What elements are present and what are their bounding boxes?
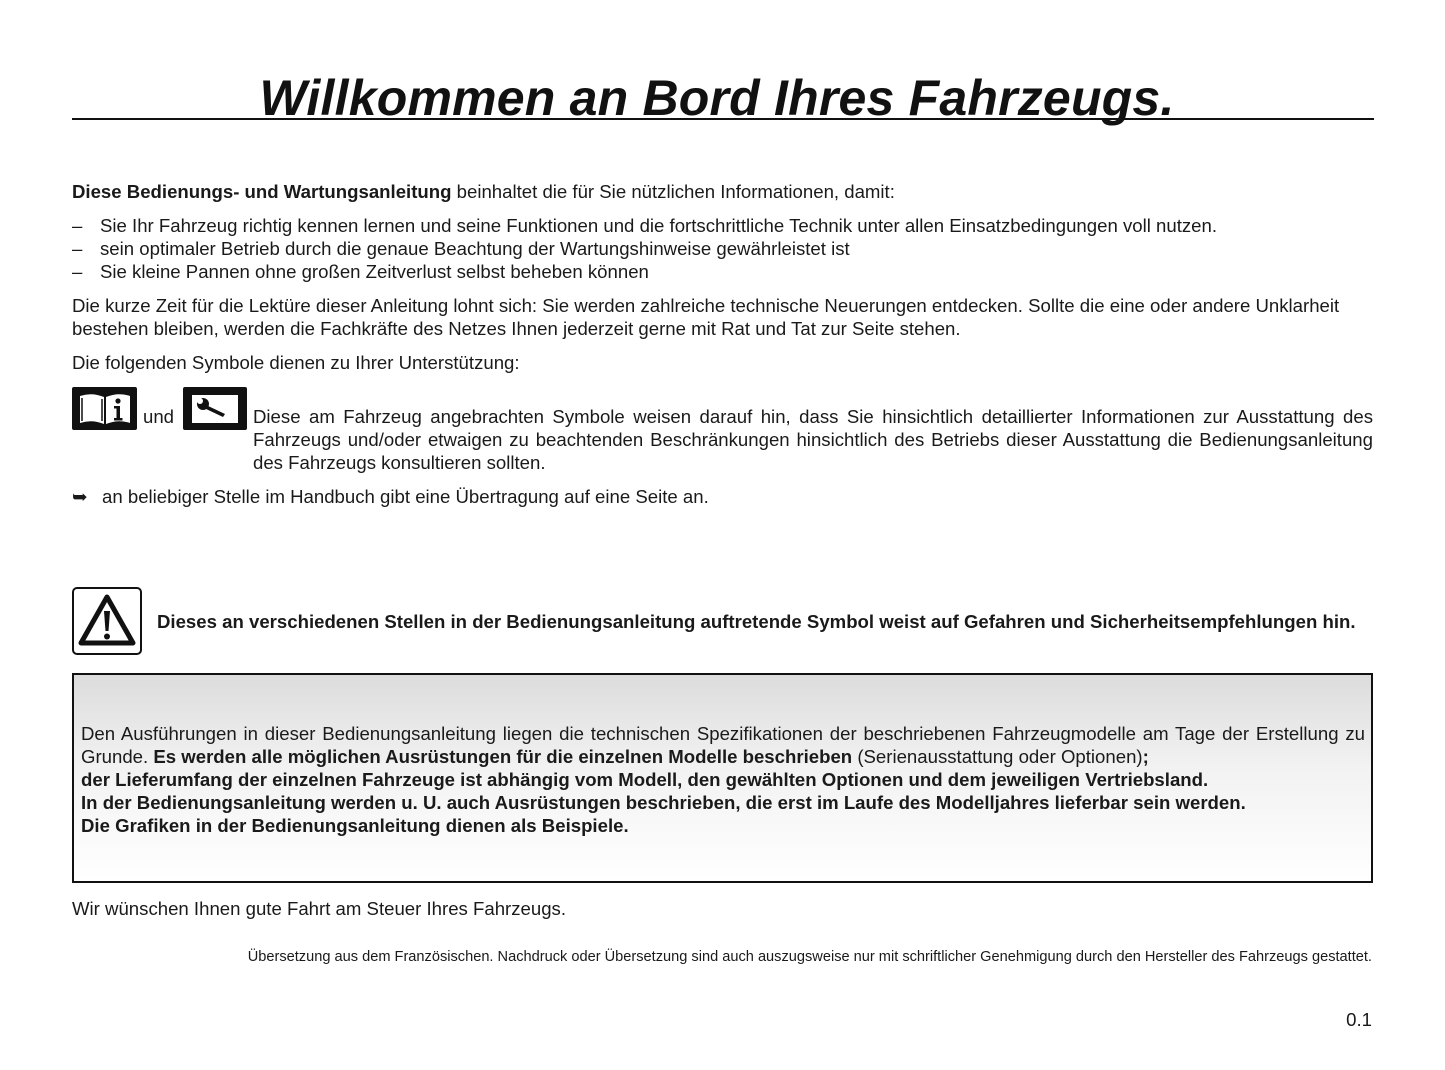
wish-paragraph: Wir wünschen Ihnen gute Fahrt am Steuer Ihres Fahrzeugs. (72, 898, 567, 919)
wrench-icon (183, 387, 247, 430)
book-info-icon (72, 387, 137, 430)
spec-part3: (Serienausstattung oder Optionen) (852, 746, 1143, 767)
list-item (72, 214, 1374, 237)
spec-part4: ; (1142, 746, 1149, 767)
intro-rest: beinhaltet die für Sie nützlichen Informationen, damit: (451, 181, 895, 202)
list-item (72, 237, 1374, 260)
symbols-row (72, 387, 1374, 477)
footnote: Übersetzung aus dem Französischen. Nachdruck oder Übersetzung sind auch auszugsweise nur mit schriftlicher Genehmigung durch den Hersteller des Fahrzeugs gestattet. (247, 949, 1372, 965)
list-item (72, 260, 1374, 283)
list-item-text: Sie Ihr Fahrzeug richtig kennen lernen und seine Funktionen und die fortschrittliche Technik unter allen Einsatzbedingungen voll nutzen. (100, 215, 1218, 236)
short-time-paragraph: Die kurze Zeit für die Lektüre dieser Anleitung lohnt sich: Sie werden zahlreiche technische Neuerungen entdecken. Sollte die eine oder andere Unklarheit bestehen bleiben, werden die Fachkräfte des Netzes Ihnen jederzeit gerne mit Rat und Tat zur Seite stehen. (72, 295, 1340, 339)
page-title: Willkommen an Bord Ihres Fahrzeugs. (259, 70, 1175, 126)
dash-mark: – (72, 238, 83, 259)
intro-paragraph (72, 180, 1374, 203)
specification-text (81, 722, 1365, 837)
spec-grafiken: Die Grafiken in der Bedienungsanleitung dienen als Beispiele. (81, 815, 629, 836)
arrow-text: an beliebiger Stelle im Handbuch gibt eine Übertragung auf eine Seite an. (102, 486, 709, 507)
warning-triangle-icon (72, 587, 142, 655)
spec-modelljahr: In der Bedienungsanleitung werden u. U. auch Ausrüstungen beschrieben, die erst im Laufe des Modelljahres lieferbar sein werden. (81, 792, 1246, 813)
spec-part2: Es werden alle möglichen Ausrüstungen für die einzelnen Modelle beschrieben (153, 746, 853, 767)
manual-page (72, 0, 1374, 1070)
spec-part1: Den Ausführungen in dieser Bedienungsanleitung liegen die technischen Spezifikationen der beschriebenen Fahrzeugmodelle am Tage der Erstellung zu Grunde. (81, 723, 1365, 767)
arrow-icon: ➥ (72, 486, 88, 507)
intro-bold: Diese Bedienungs- und Wartungsanleitung (72, 181, 452, 202)
dash-mark: – (72, 261, 83, 282)
title-rule (72, 66, 1374, 126)
page-number: 0.1 (1346, 1009, 1372, 1030)
dash-mark: – (72, 215, 83, 236)
symbols-description: Diese am Fahrzeug angebrachten Symbole weisen darauf hin, dass Sie hinsichtlich detaillierter Informationen zur Ausstattung des Fahrzeugs und/oder etwaigen zu beachtenden Beschränkungen hinsichtlich des Betriebs dieser Ausstattung die Bedienungsanleitung des Fahrzeugs konsultieren sollten. (253, 406, 1373, 473)
list-item-text: sein optimaler Betrieb durch die genaue Beachtung der Wartungshinweise gewährleistet ist (100, 238, 850, 259)
list-item-text: Sie kleine Pannen ohne großen Zeitverlust selbst beheben können (100, 261, 649, 282)
page-reference-note (72, 485, 709, 508)
und-label: und (143, 406, 175, 427)
purpose-list (72, 214, 1374, 283)
warning-text: Dieses an verschiedenen Stellen in der Bedienungsanleitung auftretende Symbol weist auf Gefahren und Sicherheitsempfehlungen hin. (157, 611, 1356, 632)
specification-box (72, 673, 1373, 883)
symbols-intro-paragraph: Die folgenden Symbole dienen zu Ihrer Unterstützung: (72, 352, 520, 373)
spec-lieferumfang: der Lieferumfang der einzelnen Fahrzeuge ist abhängig vom Modell, den gewählten Optionen und dem jeweiligen Vertriebsland. (81, 769, 1209, 790)
